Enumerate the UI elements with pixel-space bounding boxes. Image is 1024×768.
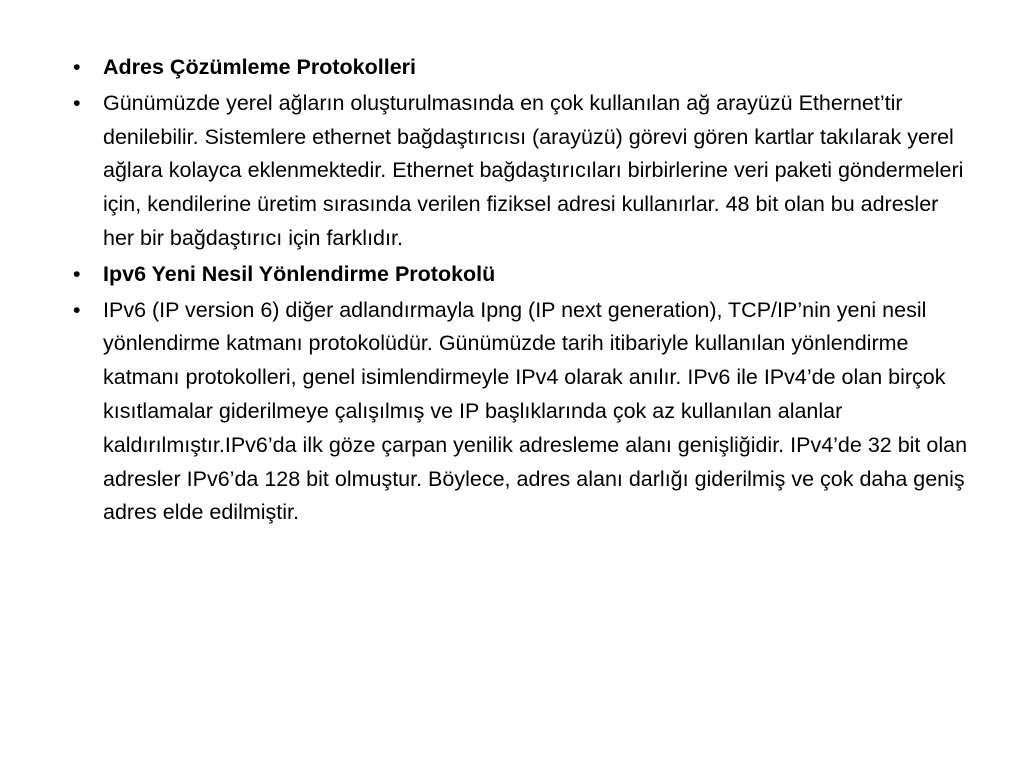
bullet-paragraph-ipv6 [73, 294, 973, 531]
bullet-heading-text: Ipv6 Yeni Nesil Yönlendirme Protokolü [103, 261, 496, 286]
bullet-icon: • [73, 90, 81, 115]
bullet-paragraph-text: IPv6 (IP version 6) diğer adlandırmayla Ipng (IP next generation), TCP/IP’nin yeni nesil yönlendirme katmanı protokolüdür. Günümüzde tarih itibariyle kullanılan yönlendirme katmanı protokolleri, genel isimlendirmeyle IPv4 olarak anılır. IPv6 ile IPv4’de olan birçok kısıtlamalar giderilmeye çalışılmış ve IP başlıklarında çok az kullanılan alanlar kaldırılmıştır.IPv6’da ilk göze çarpan yenilik adresleme alanı genişliğidir. IPv4’de 32 bit olan adresler IPv6’da 128 bit olmuştur. Böylece, adres alanı darlığı giderilmiş ve çok daha geniş adres elde edilmiştir. [103, 297, 968, 525]
bullet-heading-text: Adres Çözümleme Protokolleri [103, 55, 417, 79]
bullet-icon: • [73, 261, 81, 286]
bullet-paragraph-text: Günümüzde yerel ağların oluşturulmasında en çok kullanılan ağ arayüzü Ethernet’tir denilebilir. Sistemlere ethernet bağdaştırıcısı (arayüzü) görevi gören kartlar takılarak yerel ağlara kolayca eklenmektedir. Ethernet bağdaştırıcıları birbirlerine veri paketi göndermeleri için, kendilerine üretim sırasında verilen fiziksel adresi kullanırlar. 48 bit olan bu adresler her bir bağdaştırıcı için farklıdır. [103, 90, 964, 250]
bullet-list [73, 51, 973, 532]
bullet-heading-ipv6 [73, 258, 973, 292]
bullet-icon: • [73, 297, 81, 322]
bullet-paragraph-ethernet [73, 87, 973, 256]
bullet-icon: • [73, 55, 81, 79]
bullet-heading-address-resolution [73, 51, 973, 85]
